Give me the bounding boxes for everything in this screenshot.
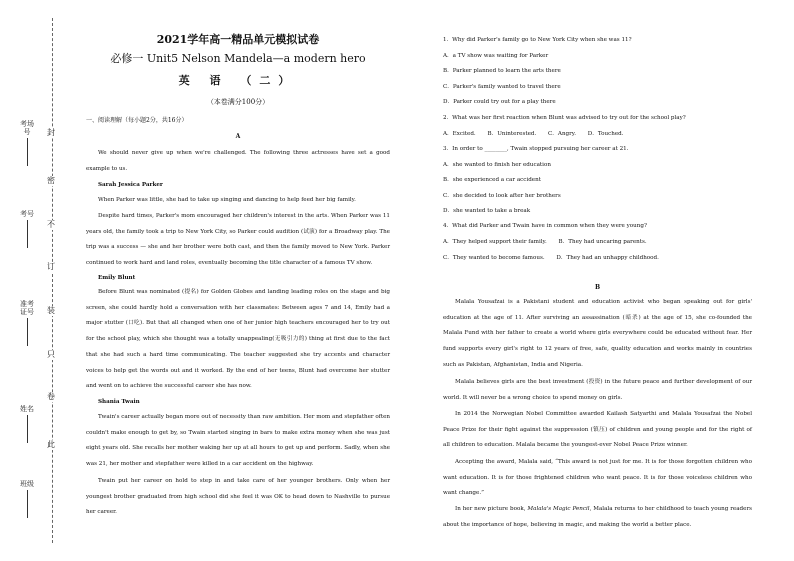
question-stem: 3．In order to ________, Twain stopped pursuing her career at 21. bbox=[443, 146, 629, 152]
question-option: C．They wanted to become famous. bbox=[443, 255, 545, 261]
passage-a-label: A bbox=[235, 133, 241, 140]
field-exam-room: 考场号 bbox=[20, 120, 34, 166]
paragraph: In 2014 the Norwegian Nobel Committee awarded Kailash Satyarthi and Malala Yousafzai the Nobel Peace Prize for their fight against the suppression (镇压) of children and young people and for the right of all children to education. Malala became the youngest-ever Nobel Peace Prize winner. bbox=[443, 411, 752, 449]
question-option: B．Uninterested. bbox=[487, 131, 537, 137]
paragraph: Before Blunt was nominated (提名) for Golden Globes and landing leading roles on the stage and big screen, she could hardly hold a conversation with her classmates: Between ages 7 and 14, Emily had a major stutter (口吃). But that all changed when one of her junior high teachers encouraged her to try out for the school play, which she thought was a totally unappealing(无吸引力的) thing at first due to the fact that she had such a hard time communicating. The teacher suggested she try accents and character voices to help get the words out and it worked. By the end of her teens, Blunt had overcome her stutter and went on to achieve the successful career she has now. bbox=[86, 289, 390, 390]
exam-subject: 英 语 （二） bbox=[178, 74, 298, 87]
paragraph: Malala believes girls are the best investment (投资) in the future peace and further development of our world. It will never be a wrong choice to spend money on girls. bbox=[443, 379, 752, 401]
question-stem: 4．What did Parker and Twain have in common when they were young? bbox=[443, 223, 647, 229]
book-title: Malala's Magic Pencil bbox=[527, 506, 590, 512]
subheading-blunt: Emily Blunt bbox=[98, 275, 136, 281]
passage-b-label: B bbox=[594, 284, 601, 291]
seal-char: 订 bbox=[44, 262, 58, 272]
subheading-twain: Shania Twain bbox=[98, 399, 140, 405]
left-column bbox=[86, 0, 390, 561]
question-option: D．Parker could try out for a play there bbox=[443, 99, 556, 105]
question-option: D．They had an unhappy childhood. bbox=[556, 255, 659, 261]
paragraph: In her new picture book, Malala's Magic Pencil, Malala returns to her childhood to teach young readers about the importance of hope, believing in magic, and making the world a better place. bbox=[443, 506, 752, 528]
question-option: D．Touched. bbox=[587, 131, 624, 137]
subheading-parker: Sarah Jessica Parker bbox=[98, 182, 163, 188]
question-option: A．she wanted to finish her education bbox=[443, 162, 551, 168]
full-score: （本卷满分100分） bbox=[206, 98, 270, 106]
field-name: 姓名 bbox=[20, 405, 34, 443]
question-stem: 1．Why did Parker's family go to New York City when she was 11? bbox=[443, 37, 632, 43]
question-option: C．Angry. bbox=[548, 131, 576, 137]
question-option: D．she wanted to take a break bbox=[443, 208, 531, 214]
paragraph: Malala Yousafzai is a Pakistani student and education activist who began speaking out for girls' education at the age of 11. After surviving an assassination (暗杀) at the age of 15, she co-founded the Malala Fund with her father to create a world where girls everywhere could be educated without fear. Her fund supports every girl's right to 12 years of free, safe, quality education and works mainly in countries such as Pakistan, Afghanistan, India and Nigeria. bbox=[443, 299, 752, 368]
field-exam-number: 考号 bbox=[20, 210, 34, 248]
seal-char: 只 bbox=[44, 350, 58, 360]
section-heading: 一、阅读理解（每小题2分，共16分） bbox=[86, 117, 188, 124]
question-option: A．a TV show was waiting for Parker bbox=[443, 53, 549, 59]
exam-subtitle: 必修一 Unit5 Nelson Mandela—a modern hero bbox=[110, 52, 366, 65]
question-stem: 2．What was her first reaction when Blunt was advised to try out for the school play? bbox=[443, 115, 686, 121]
question-option: C．Parker's family wanted to travel there bbox=[443, 84, 561, 90]
question-option: B．Parker planned to learn the arts there bbox=[443, 68, 561, 74]
paragraph: When Parker was little, she had to take up singing and dancing to help feed her big family. bbox=[98, 197, 356, 203]
question-options-row bbox=[443, 130, 752, 138]
seal-char: 密 bbox=[44, 176, 58, 186]
question-option: B．They had uncaring parents. bbox=[558, 239, 647, 245]
paragraph: Despite hard times, Parker's mom encouraged her children's interest in the arts. When Parker was 11 years old, the family took a trip to New York City, so Parker could audition (试演) for a Broadway play. The trip was a success — she and her brother were both cast, and then the family moved to New York. Parker continued to work hard and land roles, eventually becoming the title character of a famous TV show. bbox=[86, 213, 390, 267]
seal-line bbox=[52, 18, 53, 543]
question-options-row bbox=[443, 254, 752, 262]
seal-char: 封 bbox=[44, 128, 58, 138]
exam-title: 2021学年高一精品单元模拟试卷 bbox=[156, 33, 320, 46]
question-option: B．she experienced a car accident bbox=[443, 177, 541, 183]
seal-char: 此 bbox=[44, 440, 58, 450]
passage-a-intro: We should never give up when we're challenged. The following three actresses have set a good example to us. bbox=[86, 150, 390, 172]
field-admission-number: 准考证号 bbox=[20, 300, 34, 346]
binding-margin bbox=[0, 0, 64, 561]
question-options-row bbox=[443, 238, 752, 246]
question-option: A．They helped support their family. bbox=[443, 239, 547, 245]
seal-char: 不 bbox=[44, 220, 58, 230]
seal-char: 卷 bbox=[44, 392, 58, 402]
right-column bbox=[443, 0, 752, 561]
question-option: A．Excited. bbox=[443, 131, 476, 137]
paragraph: Twain's career actually began more out of necessity than raw ambition. Her mom and stepfather often couldn't make enough to get by, so Twain started singing in bars to make extra money when she was just eight years old. She recalls her mother waking her up at all hours to get up and perform. Sadly, when she was 21, her mother and stepfather were killed in a car accident on the highway. bbox=[86, 414, 390, 468]
field-class: 班级 bbox=[20, 480, 34, 518]
paragraph: Twain put her career on hold to step in and take care of her younger brothers. Only when her youngest brother graduated from high school did she feel it was OK to head down to Nashville to pursue her career. bbox=[86, 478, 390, 516]
seal-char: 装 bbox=[44, 306, 58, 316]
paragraph: Accepting the award, Malala said, “This award is not just for me. It is for those forgotten children who want education. It is for those frightened children who want peace. It is for those voiceless children who want change.” bbox=[443, 459, 752, 497]
question-option: C．she decided to look after her brothers bbox=[443, 193, 561, 199]
